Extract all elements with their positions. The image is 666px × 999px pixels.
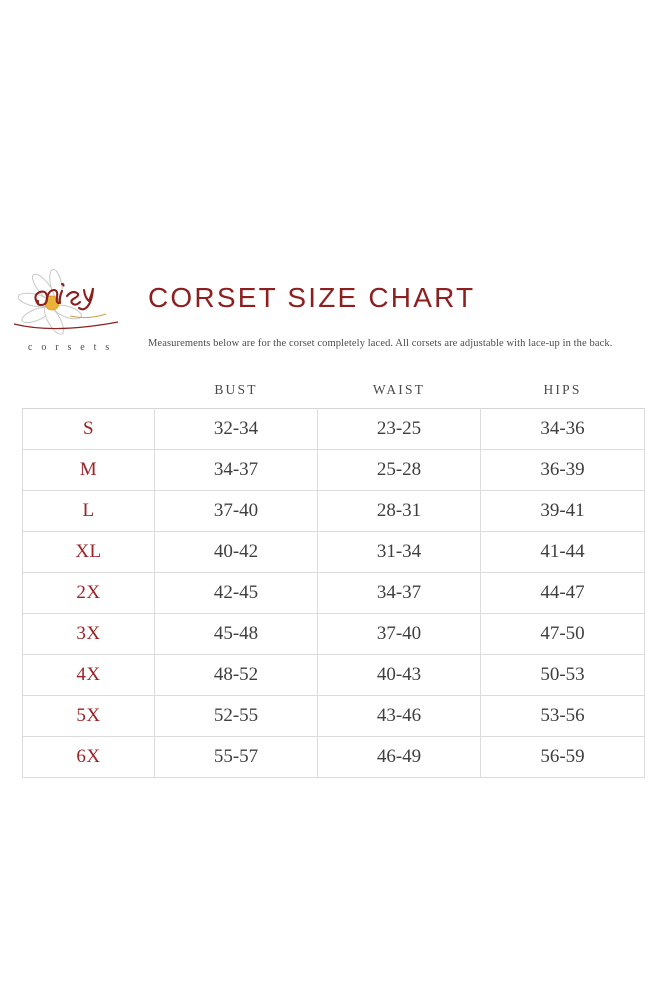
hips-value: 56-59 [481,737,645,778]
column-header-size [23,370,155,409]
column-header-bust: BUST [214,382,258,397]
hips-value: 44-47 [481,573,645,614]
table-row [23,696,645,737]
size-label: M [23,450,155,491]
bust-value: 37-40 [155,491,318,532]
table-row [23,737,645,778]
size-label: XL [23,532,155,573]
size-label: 4X [23,655,155,696]
bust-value: 42-45 [155,573,318,614]
hips-value: 47-50 [481,614,645,655]
chart-header [0,258,666,368]
waist-value: 23-25 [318,409,481,450]
bust-value: 34-37 [155,450,318,491]
table-row [23,491,645,532]
page-title: CORSET SIZE CHART [148,282,476,313]
waist-value: 28-31 [318,491,481,532]
bust-value: 48-52 [155,655,318,696]
waist-value: 31-34 [318,532,481,573]
hips-value: 53-56 [481,696,645,737]
bust-value: 55-57 [155,737,318,778]
size-label: 6X [23,737,155,778]
column-header-waist: WAIST [372,382,426,397]
size-table [22,370,645,778]
bust-value: 32-34 [155,409,318,450]
bust-value: 45-48 [155,614,318,655]
hips-value: 50-53 [481,655,645,696]
table-header-row [23,370,645,409]
table-row [23,409,645,450]
size-label: 2X [23,573,155,614]
bust-value: 52-55 [155,696,318,737]
waist-value: 40-43 [318,655,481,696]
hips-value: 39-41 [481,491,645,532]
size-table-container [22,370,644,778]
size-label: L [23,491,155,532]
measurement-note: Measurements below are for the corset completely laced. All corsets are adjustable with lace-up in the back. [148,338,613,349]
bust-value: 40-42 [155,532,318,573]
column-header-hips: HIPS [543,382,582,397]
waist-value: 34-37 [318,573,481,614]
waist-value: 25-28 [318,450,481,491]
table-body [23,409,645,778]
daisy-corsets-logo [10,258,140,358]
table-row [23,532,645,573]
size-label: S [23,409,155,450]
hips-value: 41-44 [481,532,645,573]
size-label: 3X [23,614,155,655]
brand-subtitle: c o r s e t s [28,342,113,353]
waist-value: 43-46 [318,696,481,737]
table-row [23,450,645,491]
hips-value: 34-36 [481,409,645,450]
waist-value: 37-40 [318,614,481,655]
hips-value: 36-39 [481,450,645,491]
waist-value: 46-49 [318,737,481,778]
table-row [23,655,645,696]
table-row [23,573,645,614]
table-row [23,614,645,655]
size-label: 5X [23,696,155,737]
